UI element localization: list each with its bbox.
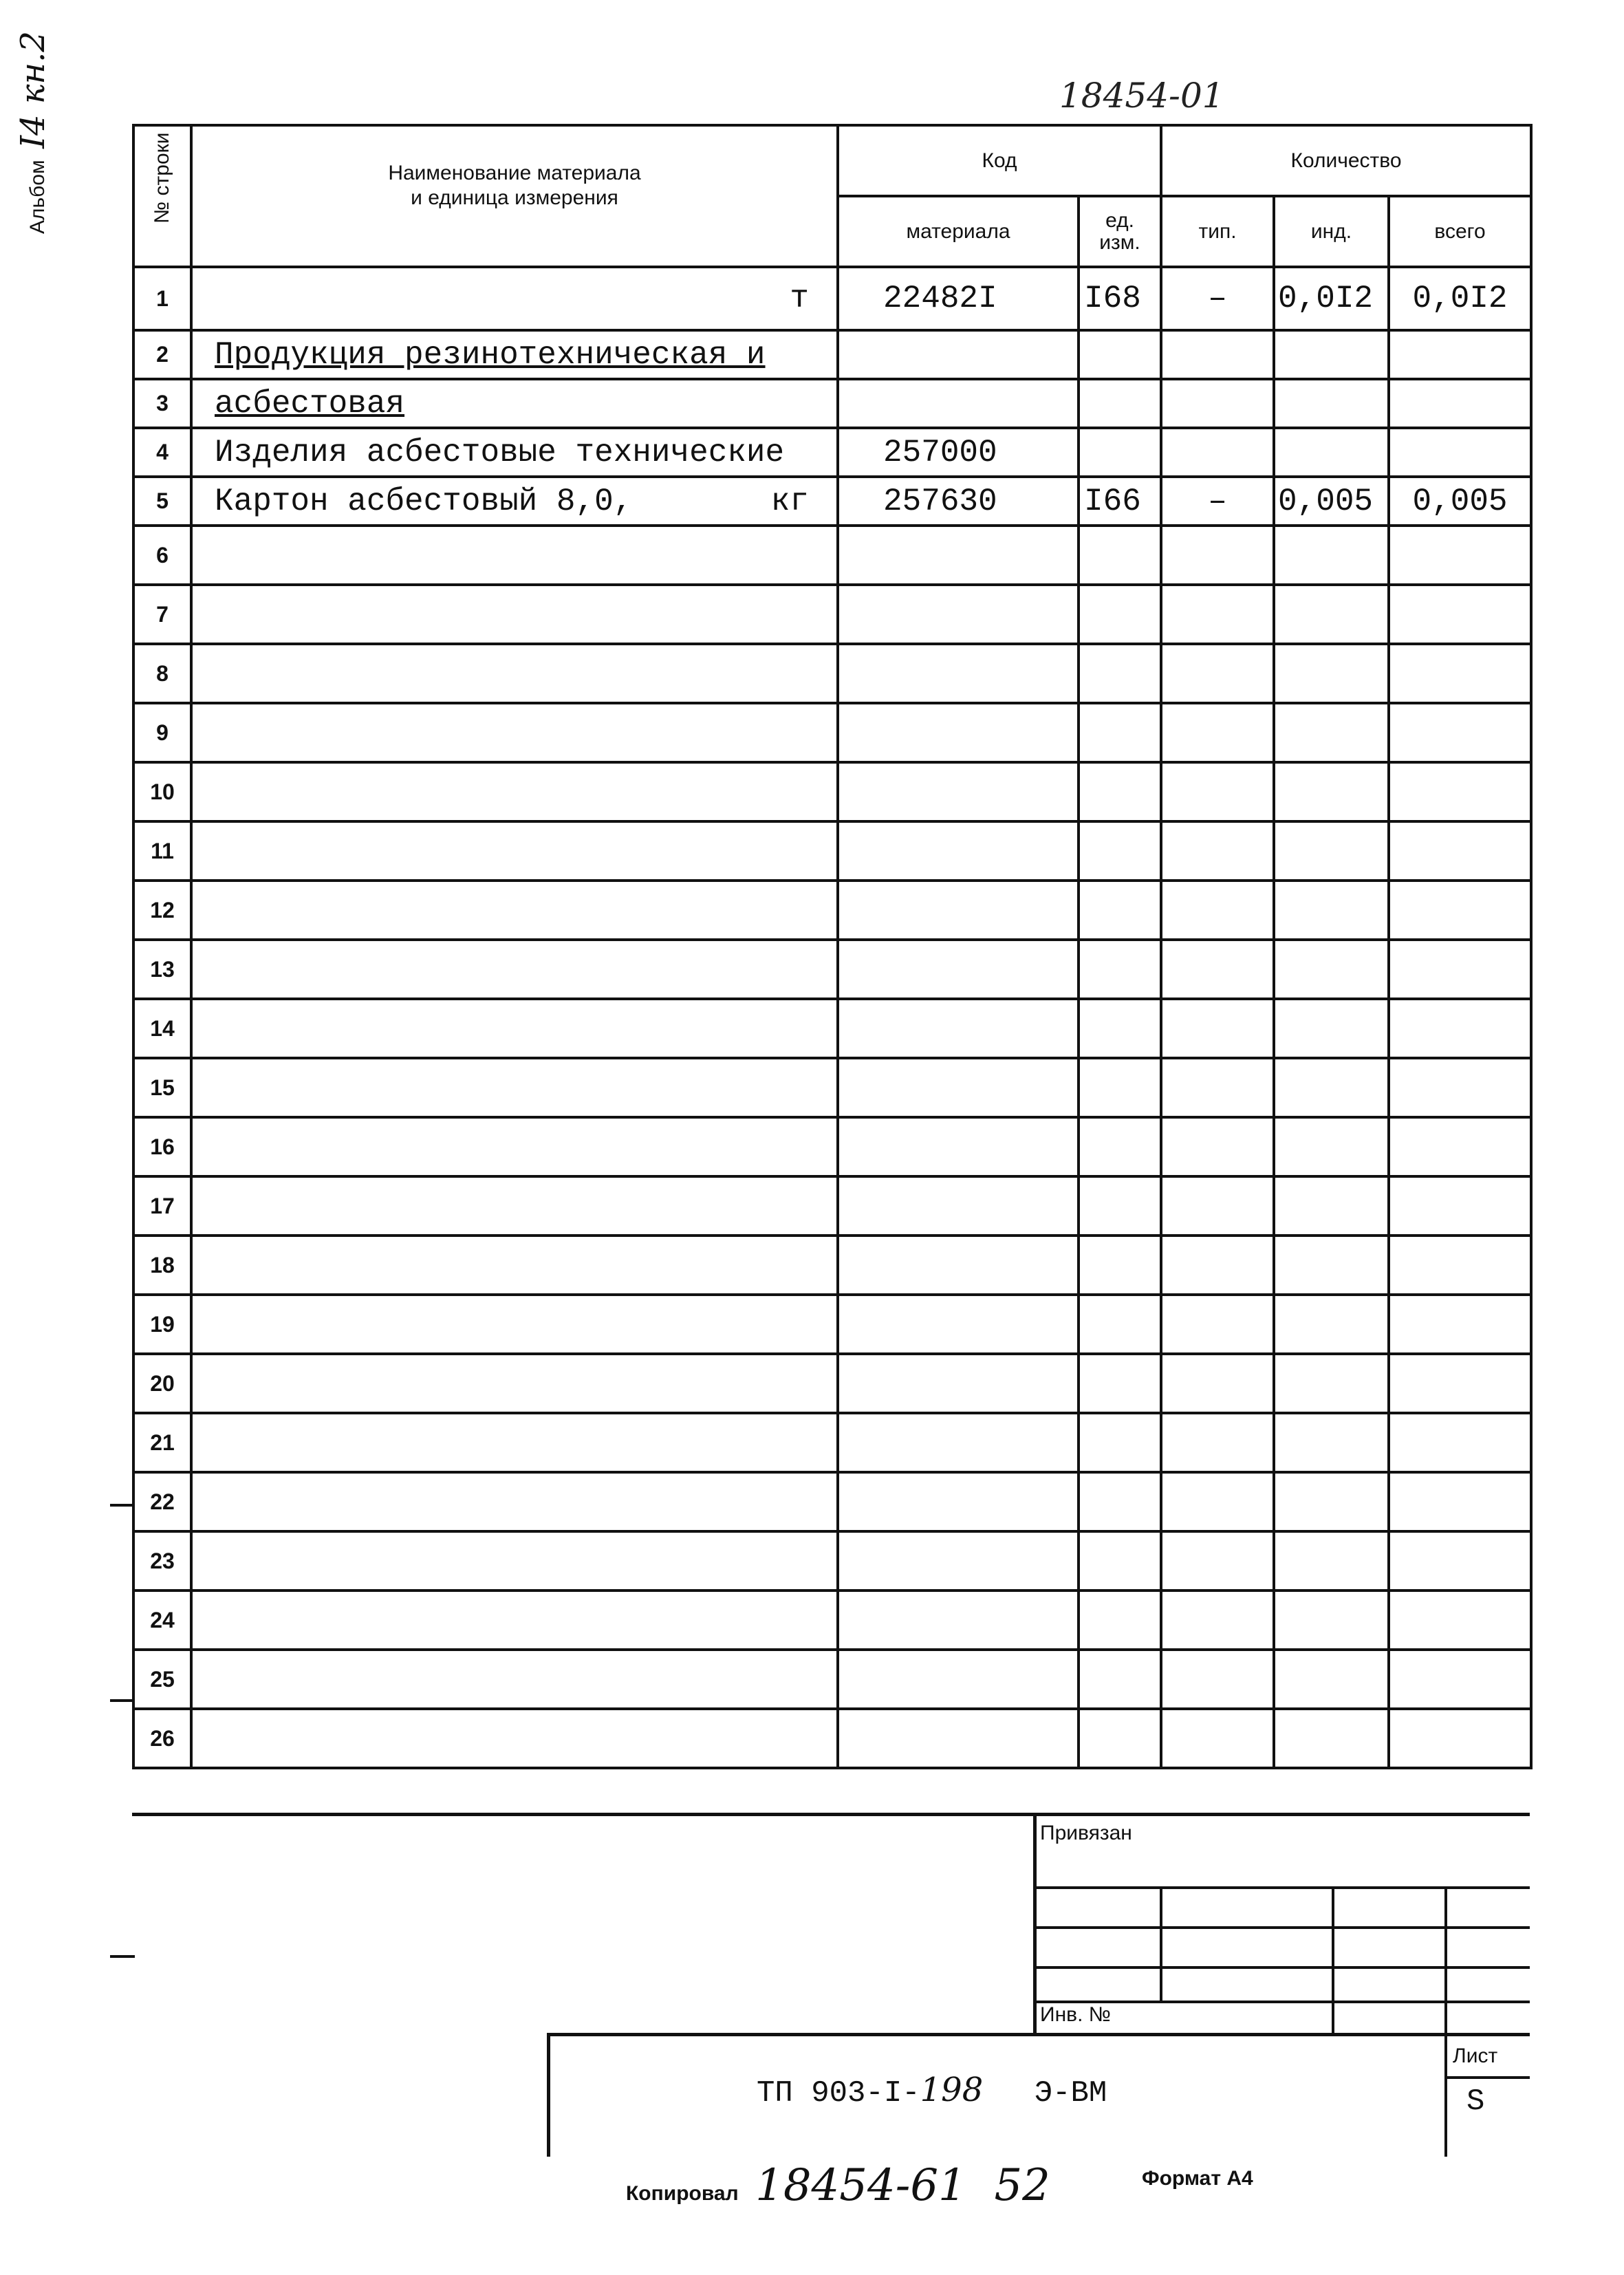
table-row xyxy=(133,585,1531,644)
qty-type xyxy=(1161,940,1274,999)
qty-ind: 0,0I2 xyxy=(1274,267,1389,330)
material-code xyxy=(838,999,1079,1058)
table-row xyxy=(133,1472,1531,1531)
material-code xyxy=(838,1472,1079,1531)
stamp-vertical-1 xyxy=(1033,1813,1037,2033)
material-code xyxy=(838,762,1079,821)
unit-code xyxy=(1079,940,1161,999)
qty-type xyxy=(1161,703,1274,762)
material-code xyxy=(838,703,1079,762)
qty-ind xyxy=(1274,1650,1389,1709)
table-row xyxy=(133,379,1531,428)
row-number: 6 xyxy=(133,526,191,585)
qty-type xyxy=(1161,1709,1274,1768)
stamp-h-line-3 xyxy=(1033,1966,1530,1969)
qty-type xyxy=(1161,1058,1274,1117)
qty-type xyxy=(1161,1472,1274,1531)
table-row xyxy=(133,999,1531,1058)
stamp-v-line-3 xyxy=(1332,1886,1334,2034)
material-code xyxy=(838,1709,1079,1768)
top-handwritten-code: 18454-01 xyxy=(1059,76,1224,116)
material-code: 22482I xyxy=(838,267,1079,330)
row-number: 2 xyxy=(133,330,191,379)
material-name-cell xyxy=(191,1591,838,1650)
copied-label: Копировал xyxy=(626,2182,739,2205)
qty-total xyxy=(1389,1531,1531,1591)
qty-ind xyxy=(1274,821,1389,881)
stamp-top-line xyxy=(132,1813,1530,1816)
unit-code xyxy=(1079,1176,1161,1236)
unit-code xyxy=(1079,703,1161,762)
qty-total xyxy=(1389,1472,1531,1531)
qty-ind xyxy=(1274,526,1389,585)
qty-type xyxy=(1161,1413,1274,1472)
header-qty-group: Количество xyxy=(1161,125,1531,196)
unit-code: I66 xyxy=(1079,477,1161,526)
row-number: 17 xyxy=(133,1176,191,1236)
unit-code xyxy=(1079,1531,1161,1591)
row-number: 19 xyxy=(133,1295,191,1354)
qty-total xyxy=(1389,999,1531,1058)
stamp-v-line-4 xyxy=(1444,1886,1447,2034)
table-row xyxy=(133,1591,1531,1650)
qty-ind xyxy=(1274,999,1389,1058)
qty-type: – xyxy=(1161,477,1274,526)
row-number: 11 xyxy=(133,821,191,881)
qty-type xyxy=(1161,1236,1274,1295)
material-name-cell xyxy=(191,379,838,428)
material-unit-word: кг xyxy=(770,483,809,519)
unit-code xyxy=(1079,821,1161,881)
qty-ind xyxy=(1274,585,1389,644)
qty-total xyxy=(1389,1709,1531,1768)
material-code xyxy=(838,821,1079,881)
qty-type xyxy=(1161,644,1274,703)
row-number: 24 xyxy=(133,1591,191,1650)
stamp-v-line-2 xyxy=(1160,1886,1162,2002)
material-spec-table xyxy=(132,124,1533,1769)
qty-ind xyxy=(1274,1058,1389,1117)
qty-ind: 0,005 xyxy=(1274,477,1389,526)
qty-type xyxy=(1161,821,1274,881)
qty-total xyxy=(1389,881,1531,940)
qty-type xyxy=(1161,1354,1274,1413)
header-name-label: Наименование материала и единица измерения xyxy=(388,162,641,209)
material-code xyxy=(838,881,1079,940)
material-code xyxy=(838,1531,1079,1591)
table-row xyxy=(133,1236,1531,1295)
material-name-cell xyxy=(191,1354,838,1413)
qty-total xyxy=(1389,1591,1531,1650)
qty-ind xyxy=(1274,762,1389,821)
material-name-cell xyxy=(191,940,838,999)
qty-total xyxy=(1389,644,1531,703)
material-code xyxy=(838,379,1079,428)
qty-type xyxy=(1161,585,1274,644)
qty-ind xyxy=(1274,428,1389,477)
material-code xyxy=(838,1295,1079,1354)
doc-code-hand: 198 xyxy=(920,2071,984,2109)
material-name-cell xyxy=(191,1413,838,1472)
sheet-box-left-line xyxy=(1444,2033,1447,2157)
title-block-top-line xyxy=(547,2033,1530,2036)
sheet-value: S xyxy=(1466,2084,1485,2119)
qty-type xyxy=(1161,762,1274,821)
qty-total xyxy=(1389,1236,1531,1295)
material-name-cell xyxy=(191,1295,838,1354)
material-code xyxy=(838,526,1079,585)
unit-code xyxy=(1079,1058,1161,1117)
material-code xyxy=(838,1058,1079,1117)
row-number: 23 xyxy=(133,1531,191,1591)
stamp-h-line-2 xyxy=(1033,1926,1530,1929)
qty-total xyxy=(1389,703,1531,762)
qty-ind xyxy=(1274,881,1389,940)
qty-type xyxy=(1161,526,1274,585)
qty-ind xyxy=(1274,1236,1389,1295)
table-row xyxy=(133,330,1531,379)
qty-total xyxy=(1389,1117,1531,1176)
qty-total xyxy=(1389,762,1531,821)
privyazan-label: Привязан xyxy=(1040,1822,1132,1844)
qty-ind xyxy=(1274,1472,1389,1531)
qty-total xyxy=(1389,1295,1531,1354)
qty-total: 0,005 xyxy=(1389,477,1531,526)
material-name-cell xyxy=(191,703,838,762)
qty-total xyxy=(1389,1176,1531,1236)
material-code xyxy=(838,330,1079,379)
qty-ind xyxy=(1274,703,1389,762)
document-code xyxy=(757,2071,1107,2111)
doc-suffix: Э-ВМ xyxy=(1034,2076,1107,2111)
header-code-group: Код xyxy=(838,125,1161,196)
table-row xyxy=(133,428,1531,477)
unit-code xyxy=(1079,428,1161,477)
header-row-no xyxy=(133,125,191,267)
material-name-cell xyxy=(191,585,838,644)
material-name-cell xyxy=(191,526,838,585)
qty-total xyxy=(1389,526,1531,585)
unit-code xyxy=(1079,999,1161,1058)
material-name-cell xyxy=(191,821,838,881)
row-number: 20 xyxy=(133,1354,191,1413)
qty-total xyxy=(1389,821,1531,881)
unit-code xyxy=(1079,1413,1161,1472)
footer-copied xyxy=(626,2160,1050,2211)
qty-type xyxy=(1161,999,1274,1058)
qty-type xyxy=(1161,1531,1274,1591)
qty-type xyxy=(1161,1295,1274,1354)
unit-code xyxy=(1079,330,1161,379)
qty-type xyxy=(1161,428,1274,477)
qty-type xyxy=(1161,881,1274,940)
material-name: Продукция резинотехническая и xyxy=(215,336,766,373)
qty-type xyxy=(1161,330,1274,379)
row-number: 15 xyxy=(133,1058,191,1117)
qty-ind xyxy=(1274,330,1389,379)
table-row xyxy=(133,1058,1531,1117)
row-number: 1 xyxy=(133,267,191,330)
material-code xyxy=(838,1591,1079,1650)
material-name-cell xyxy=(191,644,838,703)
material-name-cell xyxy=(191,477,838,526)
qty-type: – xyxy=(1161,267,1274,330)
qty-total xyxy=(1389,585,1531,644)
unit-code xyxy=(1079,379,1161,428)
album-label-group xyxy=(14,31,55,234)
qty-total: 0,0I2 xyxy=(1389,267,1531,330)
unit-code xyxy=(1079,1709,1161,1768)
material-unit-word: т xyxy=(790,281,809,316)
row-number: 7 xyxy=(133,585,191,644)
row-number: 5 xyxy=(133,477,191,526)
sheet-label: Лист xyxy=(1453,2045,1498,2067)
row-number: 9 xyxy=(133,703,191,762)
table-row xyxy=(133,1650,1531,1709)
unit-code xyxy=(1079,1354,1161,1413)
row-number: 22 xyxy=(133,1472,191,1531)
album-label: Альбом xyxy=(26,160,49,234)
qty-total xyxy=(1389,379,1531,428)
qty-ind xyxy=(1274,1295,1389,1354)
row-number: 26 xyxy=(133,1709,191,1768)
table-row xyxy=(133,1709,1531,1768)
table-row xyxy=(133,821,1531,881)
qty-total xyxy=(1389,940,1531,999)
header-qty-ind: инд. xyxy=(1274,196,1389,267)
table-row xyxy=(133,477,1531,526)
unit-code xyxy=(1079,1591,1161,1650)
row-number: 3 xyxy=(133,379,191,428)
material-code: 257000 xyxy=(838,428,1079,477)
qty-type xyxy=(1161,1650,1274,1709)
material-name-cell xyxy=(191,999,838,1058)
qty-total xyxy=(1389,428,1531,477)
row-number: 16 xyxy=(133,1117,191,1176)
unit-code xyxy=(1079,526,1161,585)
table-row xyxy=(133,267,1531,330)
material-code xyxy=(838,1413,1079,1472)
qty-ind xyxy=(1274,1531,1389,1591)
qty-total xyxy=(1389,1650,1531,1709)
unit-code xyxy=(1079,1650,1161,1709)
material-name-cell xyxy=(191,1058,838,1117)
material-name-cell xyxy=(191,1709,838,1768)
qty-ind xyxy=(1274,1709,1389,1768)
header-code-material: материала xyxy=(838,196,1079,267)
material-code xyxy=(838,1176,1079,1236)
material-name: Картон асбестовый 8,0, xyxy=(215,483,633,519)
doc-code-text: ТП 903-I- xyxy=(757,2076,920,2111)
unit-code xyxy=(1079,1472,1161,1531)
row-number: 13 xyxy=(133,940,191,999)
row-number: 25 xyxy=(133,1650,191,1709)
qty-type xyxy=(1161,1117,1274,1176)
unit-code xyxy=(1079,585,1161,644)
table-row xyxy=(133,644,1531,703)
row-number: 10 xyxy=(133,762,191,821)
table-row xyxy=(133,1117,1531,1176)
qty-ind xyxy=(1274,1354,1389,1413)
qty-type xyxy=(1161,1591,1274,1650)
table-row xyxy=(133,1413,1531,1472)
unit-code xyxy=(1079,1295,1161,1354)
material-code xyxy=(838,644,1079,703)
material-code xyxy=(838,940,1079,999)
material-code xyxy=(838,1236,1079,1295)
margin-tick-3 xyxy=(110,1955,135,1958)
qty-total xyxy=(1389,330,1531,379)
table-row xyxy=(133,703,1531,762)
unit-code xyxy=(1079,644,1161,703)
album-number: I4 кн.2 xyxy=(14,31,52,149)
row-number: 18 xyxy=(133,1236,191,1295)
material-code xyxy=(838,1354,1079,1413)
material-code xyxy=(838,585,1079,644)
material-name-cell xyxy=(191,1531,838,1591)
qty-ind xyxy=(1274,379,1389,428)
qty-ind xyxy=(1274,644,1389,703)
qty-total xyxy=(1389,1354,1531,1413)
unit-code xyxy=(1079,881,1161,940)
material-name-cell xyxy=(191,1176,838,1236)
header-row-no-label: № строки xyxy=(151,132,173,224)
material-name-cell xyxy=(191,762,838,821)
material-name: асбестовая xyxy=(215,385,405,422)
material-name: Изделия асбестовые технические xyxy=(215,434,785,471)
material-name-cell xyxy=(191,428,838,477)
table-row xyxy=(133,762,1531,821)
material-code xyxy=(838,1117,1079,1176)
margin-tick-1 xyxy=(110,1504,135,1507)
qty-ind xyxy=(1274,1117,1389,1176)
material-name-cell xyxy=(191,1117,838,1176)
stamp-h-line-1 xyxy=(1033,1886,1530,1889)
header-qty-type: тип. xyxy=(1161,196,1274,267)
table-row xyxy=(133,1295,1531,1354)
qty-ind xyxy=(1274,1591,1389,1650)
format-label: Формат А4 xyxy=(1142,2167,1253,2190)
unit-code xyxy=(1079,762,1161,821)
table-row xyxy=(133,1531,1531,1591)
material-name-cell xyxy=(191,1472,838,1531)
material-name-cell xyxy=(191,1236,838,1295)
margin-tick-2 xyxy=(110,1699,135,1702)
material-name-cell xyxy=(191,881,838,940)
unit-code: I68 xyxy=(1079,267,1161,330)
unit-code xyxy=(1079,1236,1161,1295)
title-block-left-line xyxy=(547,2033,550,2157)
material-code xyxy=(838,1650,1079,1709)
material-name-cell xyxy=(191,1650,838,1709)
qty-total xyxy=(1389,1413,1531,1472)
qty-ind xyxy=(1274,1413,1389,1472)
table-row xyxy=(133,940,1531,999)
qty-total xyxy=(1389,1058,1531,1117)
qty-ind xyxy=(1274,940,1389,999)
qty-type xyxy=(1161,1176,1274,1236)
row-number: 21 xyxy=(133,1413,191,1472)
material-code: 257630 xyxy=(838,477,1079,526)
table-row xyxy=(133,881,1531,940)
row-number: 4 xyxy=(133,428,191,477)
row-number: 12 xyxy=(133,881,191,940)
material-name-cell xyxy=(191,330,838,379)
row-number: 8 xyxy=(133,644,191,703)
sheet-box-mid-line xyxy=(1444,2076,1530,2079)
unit-code xyxy=(1079,1117,1161,1176)
inv-no-label: Инв. № xyxy=(1040,2003,1111,2026)
material-name-cell xyxy=(191,267,838,330)
table-row xyxy=(133,1354,1531,1413)
header-name xyxy=(191,125,838,267)
qty-type xyxy=(1161,379,1274,428)
table-row xyxy=(133,1176,1531,1236)
qty-ind xyxy=(1274,1176,1389,1236)
copied-handwritten: 18454-61 52 xyxy=(755,2160,1050,2211)
row-number: 14 xyxy=(133,999,191,1058)
header-qty-total: всего xyxy=(1389,196,1531,267)
table-row xyxy=(133,526,1531,585)
header-code-unit: ед. изм. xyxy=(1079,196,1161,267)
